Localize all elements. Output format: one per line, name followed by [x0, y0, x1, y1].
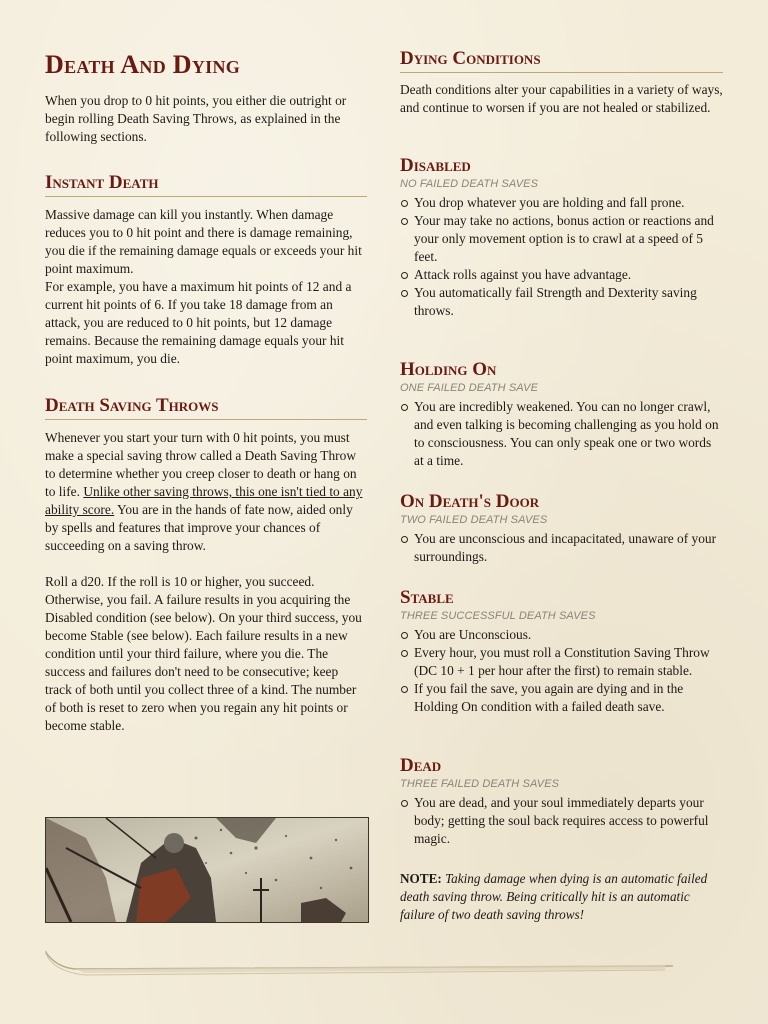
condition-holding-on [400, 359, 723, 470]
condition-dead [400, 755, 723, 848]
list-item: You drop whatever you are holding and fall prone. [400, 194, 723, 212]
condition-disabled [400, 155, 723, 320]
death-saving-text-1-end: You are in the hands of fate now, aided only by spells and features that improve your chances of succeeding on a saving throw. [45, 502, 353, 553]
footer-ornament [45, 945, 673, 985]
condition-title: Stable [400, 587, 454, 608]
instant-death-text-2: For example, you have a maximum hit points of 12 and a current hit points of 6. If you take 18 damage from an attack, you are reduced to 0 hit points, but 12 damage remains. Because the remaining damage equals your hit point maximum, you die. [45, 279, 352, 366]
instant-death-section [45, 172, 367, 368]
list-item: You automatically fail Strength and Dexterity saving throws. [400, 284, 723, 320]
condition-title: On Death's Door [400, 491, 540, 512]
condition-subtitle: THREE SUCCESSFUL DEATH SAVES [400, 610, 596, 622]
battle-scene-image [46, 818, 368, 922]
list-item: You are dead, and your soul immediately departs your body; getting the soul back requires access to powerful magic. [400, 794, 723, 848]
death-saving-underlined: Unlike other saving throws, this one isn't tied to any ability score. [45, 484, 363, 517]
condition-list [400, 794, 723, 848]
condition-list [400, 398, 723, 470]
list-item: Your may take no actions, bonus action or reactions and your only movement option is to crawl at a speed of 5 feet. [400, 212, 723, 266]
dying-conditions-section [400, 48, 723, 117]
condition-subtitle: NO FAILED DEATH SAVES [400, 178, 539, 190]
condition-subtitle: TWO FAILED DEATH SAVES [400, 514, 548, 526]
dying-conditions-text: Death conditions alter your capabilities in a variety of ways, and continue to worsen if you are not healed or stabilized. [400, 82, 723, 115]
intro-text: When you drop to 0 hit points, you either die outright or begin rolling Death Saving Throws, as explained in the following sections. [45, 93, 347, 144]
condition-list [400, 194, 723, 320]
condition-title: Holding On [400, 359, 497, 380]
instant-death-text-1: Massive damage can kill you instantly. When damage reduces you to 0 hit point and there is damage remaining, you die if the remaining damage equals or exceeds your hit point maximum. [45, 207, 362, 276]
list-item: If you fail the save, you again are dying and in the Holding On condition with a failed death save. [400, 680, 723, 716]
knight-battle-illustration [45, 817, 369, 923]
page-title: Death And Dying [45, 50, 241, 79]
list-item: Attack rolls against you have advantage. [400, 266, 723, 284]
condition-title: Disabled [400, 155, 471, 176]
instant-death-heading: Instant Death [45, 172, 367, 197]
condition-stable [400, 587, 723, 716]
list-item: Every hour, you must roll a Constitution Saving Throw (DC 10 + 1 per hour after the first) to remain stable. [400, 644, 723, 680]
note-text [400, 870, 723, 924]
dying-conditions-heading: Dying Conditions [400, 48, 723, 73]
condition-deaths-door [400, 491, 723, 566]
condition-title: Dead [400, 755, 442, 776]
death-saving-section [45, 395, 367, 735]
condition-subtitle: ONE FAILED DEATH SAVE [400, 382, 539, 394]
condition-list [400, 626, 723, 716]
note-label: NOTE: [400, 871, 442, 886]
note-body: Taking damage when dying is an automatic failed death saving throw. Being critically hit is an automatic failure of two death saving throws! [400, 871, 708, 922]
condition-subtitle: THREE FAILED DEATH SAVES [400, 778, 560, 790]
death-saving-text-1-start: Whenever you start your turn with 0 hit points, you must make a special saving throw called a Death Saving Throw to determine whether you creep closer to death or hang on to life. [45, 430, 357, 499]
death-saving-text-1 [45, 429, 367, 555]
death-saving-heading: Death Saving Throws [45, 395, 367, 420]
list-item: You are Unconscious. [400, 626, 723, 644]
list-item: You are incredibly weakened. You can no longer crawl, and even talking is becoming challenging as you hold on to consciousness. You can only speak one or two words at a time. [400, 398, 723, 470]
death-saving-text-2: Roll a d20. If the roll is 10 or higher, you succeed. Otherwise, you fail. A failure results in you acquiring the Disabled condition (see below). On your third success, you become Stable (see below). Each failure results in a new condition until your third failure, where you die. The success and failures don't need to be consecutive; keep track of both until you collect three of a kind. The number of both is reset to zero when you regain any hit points or become stable. [45, 574, 362, 733]
list-item: You are unconscious and incapacitated, unaware of your surroundings. [400, 530, 723, 566]
condition-list [400, 530, 723, 566]
